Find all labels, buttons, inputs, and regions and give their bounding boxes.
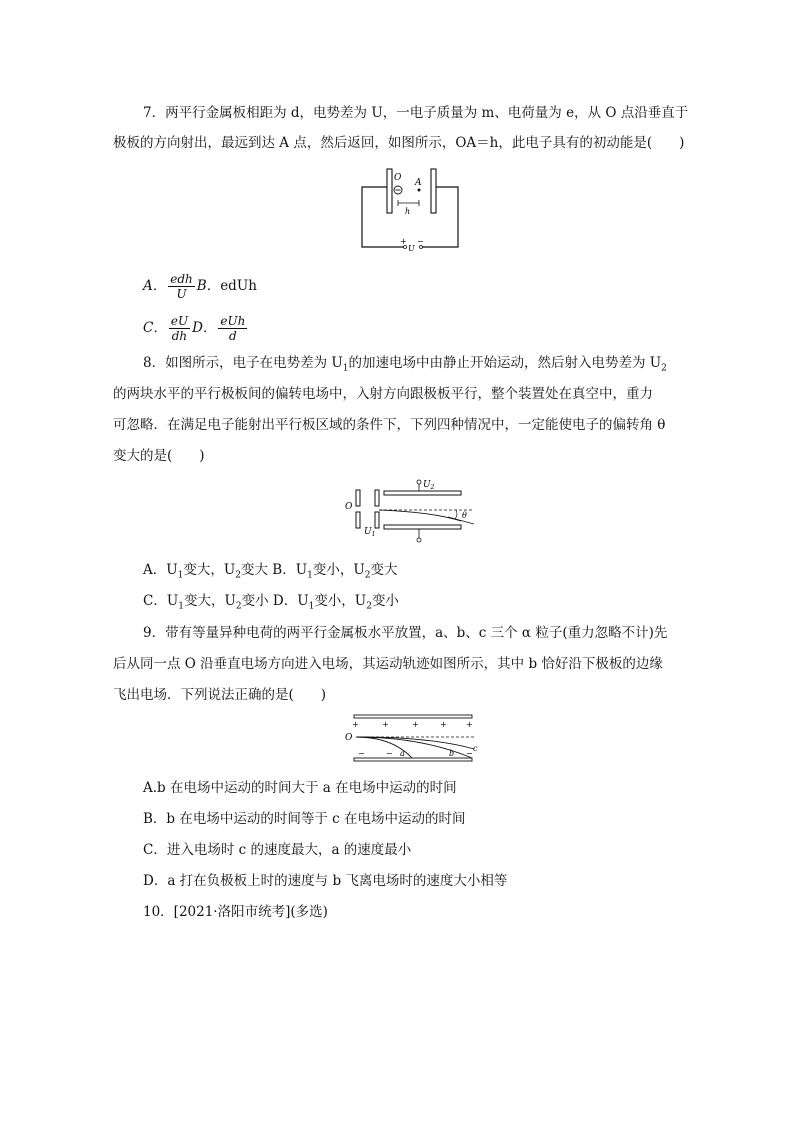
- q9-fig-minus-3: −: [466, 749, 473, 758]
- q8-stem-line1: [143, 353, 667, 379]
- q7-optC-label: C．: [143, 320, 167, 336]
- q8-optD-part1: D．U: [272, 593, 309, 609]
- q8-stem-line2: 的两块水平的平行极板间的偏转电场中，入射方向跟极板平行，整个装置处在真空中，重力: [113, 386, 653, 402]
- q7-fig-label-A: A: [415, 178, 422, 188]
- q8-optC-part1: C．U: [143, 593, 179, 609]
- q9-stem-line1: 9．带有等量异种电荷的两平行金属板水平放置，a、b、c 三个 α 粒子(重力忽略不计)先: [143, 625, 668, 641]
- q7-optD-den: d: [229, 329, 237, 343]
- q7-optC-num: eU: [170, 314, 189, 328]
- q8-optB-part2: 变小，U: [312, 562, 365, 578]
- q9-fig-minus-1: −: [358, 749, 365, 758]
- q8-fig-U2-sub: 2: [430, 484, 435, 491]
- q7-fig-minus: −: [417, 237, 424, 246]
- q7-fig-label-U: U: [408, 244, 415, 253]
- q7-optB-text: edUh: [220, 278, 257, 294]
- q8-sub1: 1: [342, 363, 349, 374]
- q8-fig-label-U2: [423, 480, 435, 491]
- q9-stem-line3: 飞出电场．下列说法正确的是( ): [113, 687, 327, 703]
- q7-optD-num: eUh: [220, 314, 246, 328]
- q8-optB-part3: 变大: [370, 562, 398, 578]
- q7-optA-num: edh: [170, 272, 193, 286]
- q9-figure: [342, 713, 482, 765]
- q9-fig-label-b: b: [449, 749, 455, 758]
- q8-optC-sub1: 1: [178, 601, 184, 612]
- q10-stem-line1: 10．[2021·洛阳市统考](多选): [143, 904, 328, 920]
- q9-fig-plus-1: +: [352, 720, 359, 729]
- q8-fig-U1-letter: U: [364, 527, 372, 537]
- q9-fig-label-a: a: [400, 749, 405, 758]
- q7-stem-line2: 极板的方向射出，最远到达 A 点，然后返回，如图所示，OA＝h，此电子具有的初动能是( ): [113, 135, 685, 151]
- q8-optA-sub1: 1: [177, 570, 184, 581]
- q8-optC-sub2: 2: [235, 601, 242, 612]
- q9-option-A: A.b 在电场中运动的时间大于 a 在电场中运动的时间: [143, 780, 457, 796]
- q7-fig-plus: +: [400, 237, 407, 246]
- q8-options-AB: [143, 560, 397, 586]
- q8-fig-label-theta: θ: [462, 511, 467, 520]
- q9-option-D: D．a 打在负极板上时的速度与 b 飞离电场时的速度大小相等: [143, 873, 508, 889]
- q8-optA-part1: A．U: [143, 562, 178, 578]
- q8-options-CD: [143, 591, 399, 617]
- q7-options-CD: [143, 314, 249, 343]
- q8-optA-part3: 变大: [241, 562, 268, 578]
- q8-optA-part2: 变大，U: [183, 562, 236, 578]
- q9-stem-line2: 后从同一点 O 沿垂直电场方向进入电场，其运动轨迹如图所示，其中 b 恰好沿下极板的边缘: [113, 656, 663, 672]
- q8-stem-line4: 变大的是( ): [113, 448, 205, 464]
- q8-figure: [342, 476, 477, 548]
- q8-optC-part2: 变大，U: [183, 593, 236, 609]
- q7-optA-den: U: [176, 287, 187, 301]
- q7-optD-fraction: [218, 314, 247, 343]
- q7-figure: [360, 165, 460, 251]
- q7-options-AB: [143, 272, 257, 301]
- q7-optB-label: B．: [196, 278, 221, 294]
- q7-optA-label: A．: [143, 278, 167, 294]
- q7-optA-fraction: [168, 272, 195, 301]
- q8-optD-part3: 变小: [371, 593, 399, 609]
- q8-optB-sub2: 2: [364, 570, 371, 581]
- q9-fig-label-O: O: [345, 733, 353, 743]
- q9-option-C: C．进入电场时 c 的速度最大，a 的速度最小: [143, 842, 412, 858]
- q9-fig-plus-5: +: [466, 720, 473, 729]
- q9-fig-minus-2: −: [386, 749, 393, 758]
- q9-option-B: B．b 在电场中运动的时间等于 c 在电场中运动的时间: [143, 811, 466, 827]
- q9-fig-plus-2: +: [382, 720, 389, 729]
- q8-optC-part3: 变小: [241, 593, 269, 609]
- q8-optB-sub1: 1: [307, 570, 313, 581]
- q8-optB-part1: B．U: [272, 562, 308, 578]
- q8-stem-line3: 可忽略．在满足电子能射出平行板区域的条件下，下列四种情况中，一定能使电子的偏转角 θ: [113, 417, 666, 433]
- q7-optC-fraction: [169, 314, 190, 343]
- q8-optD-sub1: 1: [308, 601, 315, 612]
- q8-fig-label-U1: [364, 527, 375, 538]
- q7-optD-label: D．: [192, 320, 217, 336]
- q8-optA-sub2: 2: [235, 570, 241, 581]
- q8-optD-sub2: 2: [366, 601, 372, 612]
- q9-fig-plus-3: +: [412, 720, 419, 729]
- q8-fig-label-O: O: [345, 502, 353, 512]
- q9-fig-plus-4: +: [440, 720, 447, 729]
- q8-fig-U1-sub: 1: [371, 531, 376, 538]
- q7-fig-label-O: O: [394, 173, 402, 183]
- q8-optD-part2: 变小，U: [314, 593, 367, 609]
- q7-fig-label-h: h: [405, 207, 411, 216]
- q8-line1-part1: 8．如图所示，电子在电势差为 U: [143, 355, 343, 371]
- q7-stem-line1: 7．两平行金属板相距为 d，电势差为 U，一电子质量为 m、电荷量为 e，从 O 点沿垂直于: [143, 105, 689, 121]
- q8-sub2: 2: [661, 363, 667, 374]
- q8-line1-part2: 的加速电场中由静止开始运动，然后射入电势差为 U: [348, 355, 662, 371]
- q9-fig-label-c: c: [473, 744, 478, 753]
- q7-optC-den: dh: [171, 329, 188, 343]
- q8-fig-U2-letter: U: [423, 480, 431, 490]
